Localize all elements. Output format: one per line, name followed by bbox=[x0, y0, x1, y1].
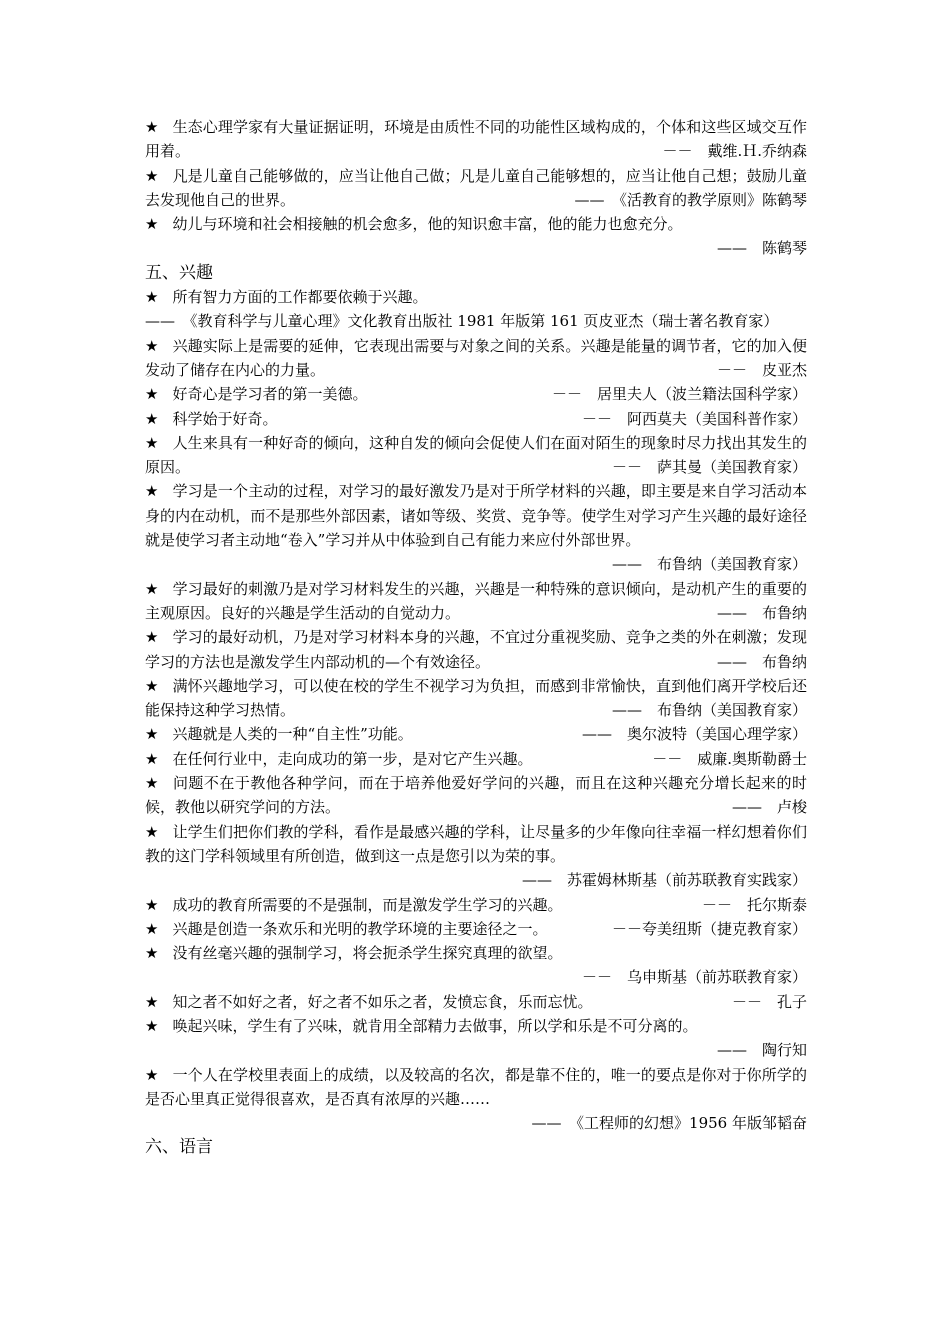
star-icon: ★ bbox=[145, 482, 159, 501]
quote-attribution: －－ 皮亚杰 bbox=[716, 360, 807, 379]
section-heading: 六、语言 bbox=[145, 1137, 213, 1158]
star-icon: ★ bbox=[145, 676, 159, 695]
quote-text: 一个人在学校里表面上的成绩，以及较高的名次，都是靠不住的，唯一的要点是你对于你所学的是否心里真正觉得很喜欢，是否真有浓厚的兴趣…… bbox=[145, 1065, 807, 1108]
star-icon: ★ bbox=[145, 628, 159, 647]
quote-text: 问题不在于教他各种学问，而在于培养他爱好学问的兴趣，而且在这种兴趣充分增长起来的时候，教他以研究学问的方法。 bbox=[145, 774, 807, 817]
quote-item bbox=[145, 990, 807, 1014]
quote-text: 凡是儿童自己能够做的，应当让他自己做；凡是儿童自己能够想的，应当让他自己想；鼓励儿童去发现他自己的世界。 bbox=[145, 166, 807, 209]
quote-item bbox=[145, 407, 807, 431]
star-icon: ★ bbox=[145, 1065, 159, 1084]
quote-attribution: —— 《活教育的教学原则》陈鹤琴 bbox=[574, 190, 807, 209]
quote-attribution: —— 奥尔波特（美国心理学家） bbox=[581, 725, 807, 744]
quote-attribution: －－ 戴维.Ｈ.乔纳森 bbox=[662, 142, 807, 161]
quote-text: 学习的最好动机，乃是对学习材料本身的兴趣，不宜过分重视奖励、竞争之类的外在刺激；发现学习的方法也是激发学生内部动机的—个有效途径。 bbox=[145, 628, 807, 671]
quote-text: 生态心理学家有大量证据证明，环境是由质性不同的功能性区域构成的，个体和这些区域交互作用着。 bbox=[145, 118, 807, 161]
quote-attribution: —— 陈鹤琴 bbox=[716, 239, 807, 258]
quote-text: 兴趣就是人类的一种“自主性”功能。 bbox=[172, 725, 413, 744]
quote-item bbox=[145, 722, 807, 746]
section-heading: 五、兴趣 bbox=[145, 262, 213, 283]
quote-item bbox=[145, 747, 807, 771]
star-icon: ★ bbox=[145, 385, 159, 404]
quote-text: 学习是一个主动的过程，对学习的最好激发乃是对于所学材料的兴趣，即主要是来自学习活动本身的内在动机，而不是那些外部因素，诸如等级、奖赏、竞争等。使学生对学习产生兴趣的最好途径就是使学习者主动地“卷入”学习并从中体验到自己有能力来应付外部世界。 bbox=[145, 482, 807, 550]
quote-item bbox=[145, 625, 807, 674]
quote-text: 满怀兴趣地学习，可以使在校的学生不视学习为负担，而感到非常愉快，直到他们离开学校后还能保持这种学习热情。 bbox=[145, 676, 807, 720]
star-icon: ★ bbox=[145, 822, 159, 841]
quote-text: 兴趣是创造一条欢乐和光明的教学环境的主要途径之一。 bbox=[172, 919, 548, 938]
star-icon: ★ bbox=[145, 774, 159, 793]
quote-attribution: －－ 阿西莫夫（美国科普作家） bbox=[581, 409, 807, 428]
quote-item bbox=[145, 164, 807, 213]
quote-text: 兴趣实际上是需要的延伸，它表现出需要与对象之间的关系。兴趣是能量的调节者，它的加入便发动了储存在内心的力量。 bbox=[145, 336, 807, 379]
quote-attribution: －－ 乌申斯基（前苏联教育家） bbox=[581, 968, 807, 987]
quote-attribution: －－ 居里夫人（波兰籍法国科学家） bbox=[551, 385, 807, 404]
quote-item bbox=[145, 479, 807, 576]
document-content bbox=[145, 115, 807, 1160]
quote-item bbox=[145, 1063, 807, 1112]
quote-item bbox=[145, 334, 807, 383]
quote-text: 成功的教育所需要的不是强制，而是激发学生学习的兴趣。 bbox=[172, 895, 563, 914]
star-icon: ★ bbox=[145, 749, 159, 768]
star-icon: ★ bbox=[145, 166, 159, 185]
quote-item bbox=[145, 212, 807, 236]
quote-attribution: —— 苏霍姆林斯基（前苏联教育实践家） bbox=[521, 871, 807, 890]
quote-item bbox=[145, 674, 807, 723]
attribution-line: —— 《教育科学与儿童心理》文化教育出版社 1981 年版第 161 页皮亚杰（瑞士著名教育家） bbox=[145, 312, 779, 331]
quote-attribution: —— 卢梭 bbox=[731, 798, 807, 817]
quote-item bbox=[145, 820, 807, 869]
quote-text: 让学生们把你们教的学科，看作是最感兴趣的学科，让尽量多的少年像向往幸福一样幻想着你们教的这门学科领域里有所创造，做到这一点是您引以为荣的事。 bbox=[145, 822, 807, 865]
quote-item bbox=[145, 285, 807, 309]
star-icon: ★ bbox=[145, 336, 159, 355]
star-icon: ★ bbox=[145, 409, 159, 428]
quote-text: 幼儿与环境和社会相接触的机会愈多，他的知识愈丰富，他的能力也愈充分。 bbox=[172, 215, 683, 234]
quote-attribution: —— 布鲁纳 bbox=[716, 603, 807, 622]
quote-attribution: －－ 萨其曼（美国教育家） bbox=[611, 458, 807, 477]
quote-text: 没有丝毫兴趣的强制学习，将会扼杀学生探究真理的欲望。 bbox=[172, 944, 563, 963]
star-icon: ★ bbox=[145, 288, 159, 307]
quote-item bbox=[145, 917, 807, 941]
star-icon: ★ bbox=[145, 1016, 159, 1035]
quote-text: 科学始于好奇。 bbox=[172, 409, 278, 428]
quote-item bbox=[145, 382, 807, 406]
quote-text: 知之者不如好之者，好之者不如乐之者，发愤忘食，乐而忘忧。 bbox=[172, 992, 593, 1011]
quote-text: 人生来具有一种好奇的倾向，这种自发的倾向会促使人们在面对陌生的现象时尽力找出其发生的原因。 bbox=[145, 433, 807, 477]
quote-item bbox=[145, 115, 807, 164]
quote-attribution: －－ 孔子 bbox=[731, 992, 807, 1011]
star-icon: ★ bbox=[145, 118, 159, 136]
quote-text: 学习最好的刺激乃是对学习材料发生的兴趣，兴趣是一种特殊的意识倾向，是动机产生的重要的主观原因。良好的兴趣是学生活动的自觉动力。 bbox=[145, 579, 807, 622]
quote-attribution: —— 《工程师的幻想》1956 年版邹韬奋 bbox=[531, 1114, 807, 1133]
quote-item bbox=[145, 893, 807, 917]
quote-attribution: －－ 威廉.奥斯勒爵士 bbox=[652, 749, 807, 768]
star-icon: ★ bbox=[145, 895, 159, 914]
quote-text: 在任何行业中，走向成功的第一步，是对它产生兴趣。 bbox=[172, 749, 533, 768]
star-icon: ★ bbox=[145, 944, 159, 963]
star-icon: ★ bbox=[145, 433, 159, 452]
star-icon: ★ bbox=[145, 725, 159, 744]
quote-text: 唤起兴味，学生有了兴味，就肯用全部精力去做事，所以学和乐是不可分离的。 bbox=[172, 1016, 698, 1035]
quote-attribution: —— 布鲁纳（美国教育家） bbox=[611, 555, 807, 574]
quote-item bbox=[145, 577, 807, 626]
star-icon: ★ bbox=[145, 579, 159, 598]
star-icon: ★ bbox=[145, 992, 159, 1011]
quote-text: 好奇心是学习者的第一美德。 bbox=[172, 385, 368, 404]
quote-item bbox=[145, 941, 807, 965]
quote-item bbox=[145, 431, 807, 480]
quote-attribution: －－ 托尔斯泰 bbox=[701, 895, 807, 914]
quote-attribution: —— 陶行知 bbox=[716, 1041, 807, 1060]
quote-attribution: —— 布鲁纳 bbox=[716, 652, 807, 671]
star-icon: ★ bbox=[145, 215, 159, 234]
star-icon: ★ bbox=[145, 919, 159, 938]
quote-text: 所有智力方面的工作都要依赖于兴趣。 bbox=[172, 288, 428, 307]
quote-attribution: —— 布鲁纳（美国教育家） bbox=[611, 701, 807, 720]
quote-attribution: －－夸美纽斯（捷克教育家） bbox=[611, 919, 807, 938]
quote-item bbox=[145, 1014, 807, 1038]
quote-item bbox=[145, 771, 807, 820]
